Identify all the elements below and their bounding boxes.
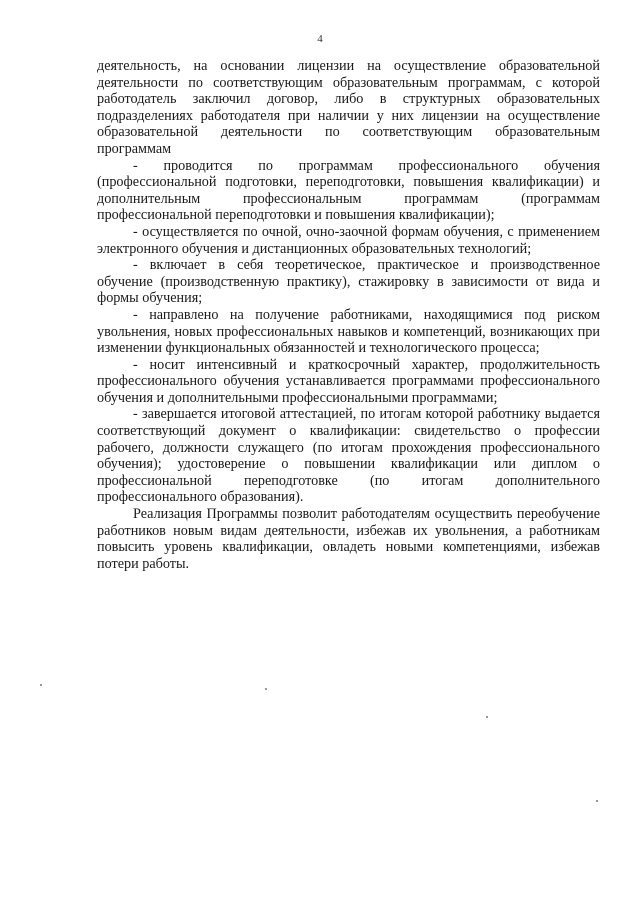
- paragraph-continuation: деятельность, на основании лицензии на осуществление образовательной деятельности по соответствующим образовательным программам, с которой работодатель заключил договор, либо в структурных образовательных подразделениях работодателя при наличии у них лицензии на осуществление образовательной деятельности по соответствующим образовательным программам: [97, 58, 600, 157]
- paragraph-training-forms: - осуществляется по очной, очно-заочной формам обучения, с применением электронного обучения и дистанционных образовательных технологий;: [97, 223, 600, 257]
- paragraph-training-purpose: - направлено на получение работниками, находящимися под риском увольнения, новых профессиональных навыков и компетенций, возникающих при изменении функциональных обязанностей и технологического процесса;: [97, 306, 600, 357]
- paragraph-program-outcome: Реализация Программы позволит работодателям осуществить переобучение работников новым видам деятельности, избежав их увольнения, а работникам повысить уровень квалификации, овладеть новыми компетенциями, избежав потери работы.: [97, 506, 600, 572]
- scan-speck: [40, 684, 42, 686]
- paragraph-training-content: - включает в себя теоретическое, практическое и производственное обучение (производственную практику), стажировку в зависимости от вида и формы обучения;: [97, 257, 600, 307]
- paragraph-training-duration: - носит интенсивный и краткосрочный характер, продолжительность профессионального обучения устанавливается программами профессионального обучения и дополнительными профессиональными программами;: [97, 356, 600, 406]
- scan-speck: [486, 716, 488, 718]
- scan-speck: [596, 800, 598, 802]
- scan-speck: [265, 688, 267, 690]
- page-number: 4: [317, 33, 323, 45]
- body-text: [97, 58, 600, 572]
- paragraph-training-programs: - проводится по программам профессионального обучения (профессиональной подготовки, переподготовки, повышения квалификации) и дополнительным профессиональным программам (программам профессиональной переподготовки и повышения квалификации);: [97, 157, 600, 224]
- paragraph-training-certification: - завершается итоговой аттестацией, по итогам которой работнику выдается соответствующий документ о квалификации: свидетельство о профессии рабочего, должности служащего (по итогам прохождения профессионального обучения); удостоверение о повышении квалификации или диплом о профессиональной переподготовке (по итогам дополнительного профессионального образования).: [97, 406, 600, 506]
